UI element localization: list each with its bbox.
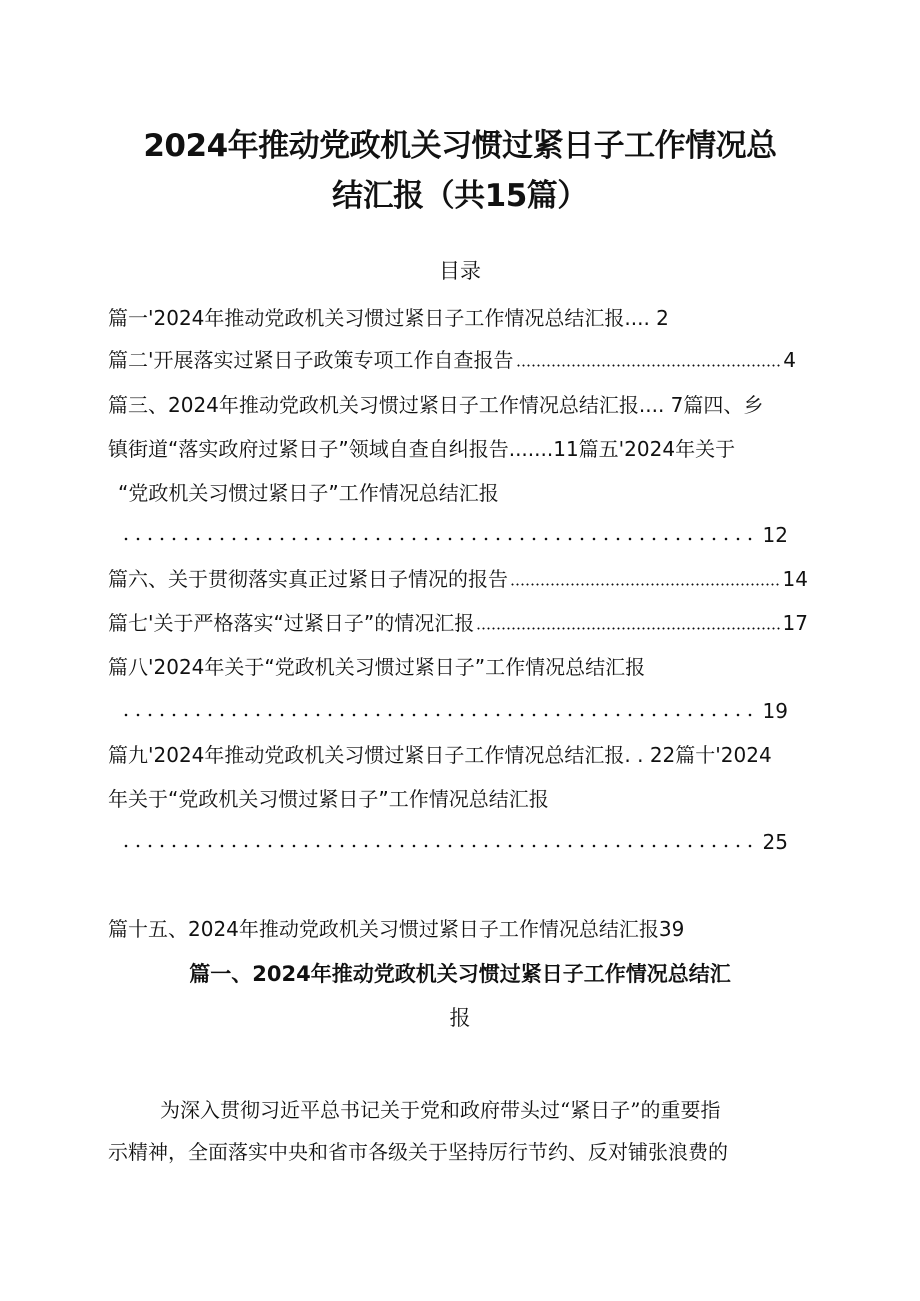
toc-leader-dots bbox=[120, 537, 757, 541]
toc-entry-3-line-3: “党政机关习惯过紧日子”工作情况总结汇报 bbox=[118, 481, 499, 505]
toc-entry-1: 篇一'2024年推动党政机关习惯过紧日子工作情况总结汇报.... 2 bbox=[108, 306, 669, 330]
document-title-line-2: 结汇报（共15篇） bbox=[332, 178, 588, 214]
toc-entry-8-page: 19 bbox=[762, 699, 788, 723]
toc-entry-2-label: 篇二'开展落实过紧日子政策专项工作自查报告 bbox=[108, 348, 514, 372]
toc-heading: 目录 bbox=[439, 259, 481, 283]
toc-entry-9-line-1: 篇九'2024年推动党政机关习惯过紧日子工作情况总结汇报. . 22篇十'2024 bbox=[108, 743, 772, 767]
toc-entry-9-page: 25 bbox=[762, 830, 788, 854]
body-paragraph-line-1: 为深入贯彻习近平总书记关于党和政府带头过“紧日子”的重要指 bbox=[160, 1098, 721, 1122]
toc-leader-dots bbox=[510, 583, 781, 586]
toc-entry-2-page: 4 bbox=[783, 348, 796, 372]
toc-entry-15: 篇十五、2024年推动党政机关习惯过紧日子工作情况总结汇报39 bbox=[108, 917, 685, 941]
body-paragraph-line-2: 示精神，全面落实中央和省市各级关于坚持厉行节约、反对铺张浪费的 bbox=[108, 1140, 728, 1164]
toc-leader-dots bbox=[120, 844, 757, 848]
toc-leader-dots bbox=[120, 713, 757, 717]
toc-entry-6-page: 14 bbox=[782, 567, 808, 591]
section-title-line-2: 报 bbox=[449, 1006, 471, 1030]
toc-entry-6-label: 篇六、关于贯彻落实真正过紧日子情况的报告 bbox=[108, 567, 508, 591]
toc-entry-2 bbox=[108, 347, 796, 373]
toc-leader-dots bbox=[476, 627, 780, 630]
toc-entry-3-line-2: 镇街道“落实政府过紧日子”领域自查自纠报告.......11篇五'2024年关于 bbox=[108, 437, 736, 461]
toc-entry-9-line-2: 年关于“党政机关习惯过紧日子”工作情况总结汇报 bbox=[108, 787, 549, 811]
section-title-line-1: 篇一、2024年推动党政机关习惯过紧日子工作情况总结汇 bbox=[189, 962, 731, 986]
toc-entry-3-line-1: 篇三、2024年推动党政机关习惯过紧日子工作情况总结汇报.... 7篇四、乡 bbox=[108, 393, 764, 417]
toc-leader-dots bbox=[516, 364, 782, 367]
toc-entry-9-leader bbox=[120, 829, 788, 855]
toc-entry-8-leader bbox=[120, 698, 788, 724]
toc-entry-3-leader bbox=[120, 522, 788, 548]
toc-entry-7-label: 篇七'关于严格落实“过紧日子”的情况汇报 bbox=[108, 611, 475, 635]
toc-entry-8: 篇八'2024年关于“党政机关习惯过紧日子”工作情况总结汇报 bbox=[108, 655, 646, 679]
toc-entry-6 bbox=[108, 566, 808, 592]
toc-entry-7 bbox=[108, 610, 808, 636]
document-title-line-1: 2024年推动党政机关习惯过紧日子工作情况总 bbox=[143, 128, 777, 164]
toc-entry-3-page: 12 bbox=[762, 523, 788, 547]
toc-entry-7-page: 17 bbox=[782, 611, 808, 635]
